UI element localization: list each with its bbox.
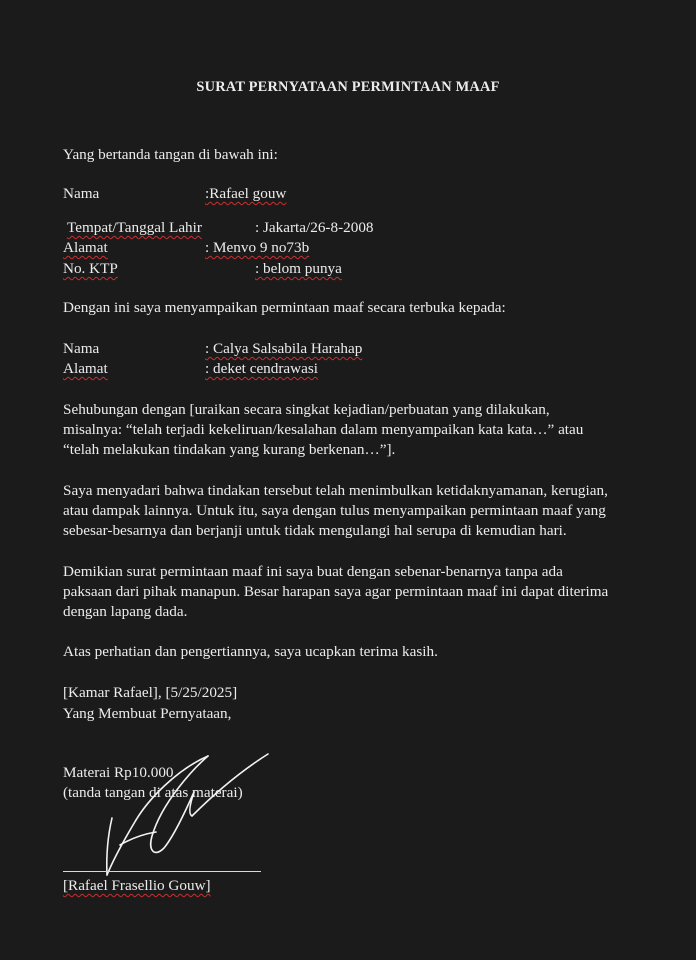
paragraph-apology-line: sebesar-besarnya dan berjanji untuk tidak mengulangi hal serupa di kemudian hari. [63, 522, 567, 539]
closing-text: Atas perhatian dan pengertiannya, saya ucapkan terima kasih. [63, 643, 438, 660]
paragraph-declaration-line: dengan lapang dada. [63, 603, 188, 620]
letter-title: SURAT PERNYATAAN PERMINTAAN MAAF [196, 79, 500, 95]
signer-address-label: Alamat [63, 239, 108, 256]
materai-label: Materai Rp10.000 [63, 764, 174, 781]
signer-address-value: : Menvo 9 no73b [205, 239, 310, 256]
maker-label: Yang Membuat Pernyataan, [63, 705, 232, 722]
signer-ktp-value: : belom punya [255, 260, 342, 277]
paragraph-incident-line: “telah melakukan tindakan yang kurang berkenan…”]. [63, 441, 396, 458]
recipient-intro: Dengan ini saya menyampaikan permintaan maaf secara terbuka kepada: [63, 299, 506, 316]
paragraph-incident-line: misalnya: “telah terjadi kekeliruan/kesalahan dalam menyampaikan kata kata…” atau [63, 421, 584, 438]
paragraph-apology-line: atau dampak lainnya. Untuk itu, saya dengan tulus menyampaikan permintaan maaf yang [63, 502, 606, 519]
paragraph-declaration [63, 562, 643, 622]
recipient-address-label: Alamat [63, 360, 108, 377]
signer-ttl-value: : Jakarta/26-8-2008 [255, 219, 374, 236]
paragraph-declaration-line: Demikian surat permintaan maaf ini saya buat dengan sebenar-benarnya tanpa ada [63, 563, 563, 580]
signer-ttl-label: Tempat/Tanggal Lahir [67, 219, 202, 236]
handwritten-signature [90, 740, 290, 880]
intro-text: Yang bertanda tangan di bawah ini: [63, 146, 278, 163]
paragraph-apology-line: Saya menyadari bahwa tindakan tersebut telah menimbulkan ketidaknyamanan, kerugian, [63, 482, 608, 499]
signer-name-value: :Rafael gouw [205, 185, 287, 202]
recipient-name-value: : Calya Salsabila Harahap [205, 340, 363, 357]
signer-name-label: Nama [63, 185, 100, 202]
materai-note: (tanda tangan di atas materai) [63, 784, 243, 801]
place-date: [Kamar Rafael], [5/25/2025] [63, 684, 238, 701]
signature-line [63, 871, 261, 872]
paragraph-declaration-line: paksaan dari pihak manapun. Besar harapan saya agar permintaan maaf ini dapat diterima [63, 583, 609, 600]
recipient-address-value: : deket cendrawasi [205, 360, 319, 377]
paragraph-apology [63, 481, 643, 541]
signer-ktp-label: No. KTP [63, 260, 118, 277]
signer-full-name: [Rafael Frasellio Gouw] [63, 877, 211, 894]
paragraph-incident [63, 400, 643, 460]
recipient-name-label: Nama [63, 340, 100, 357]
paragraph-incident-line: Sehubungan dengan [uraikan secara singkat kejadian/perbuatan yang dilakukan, [63, 401, 550, 418]
